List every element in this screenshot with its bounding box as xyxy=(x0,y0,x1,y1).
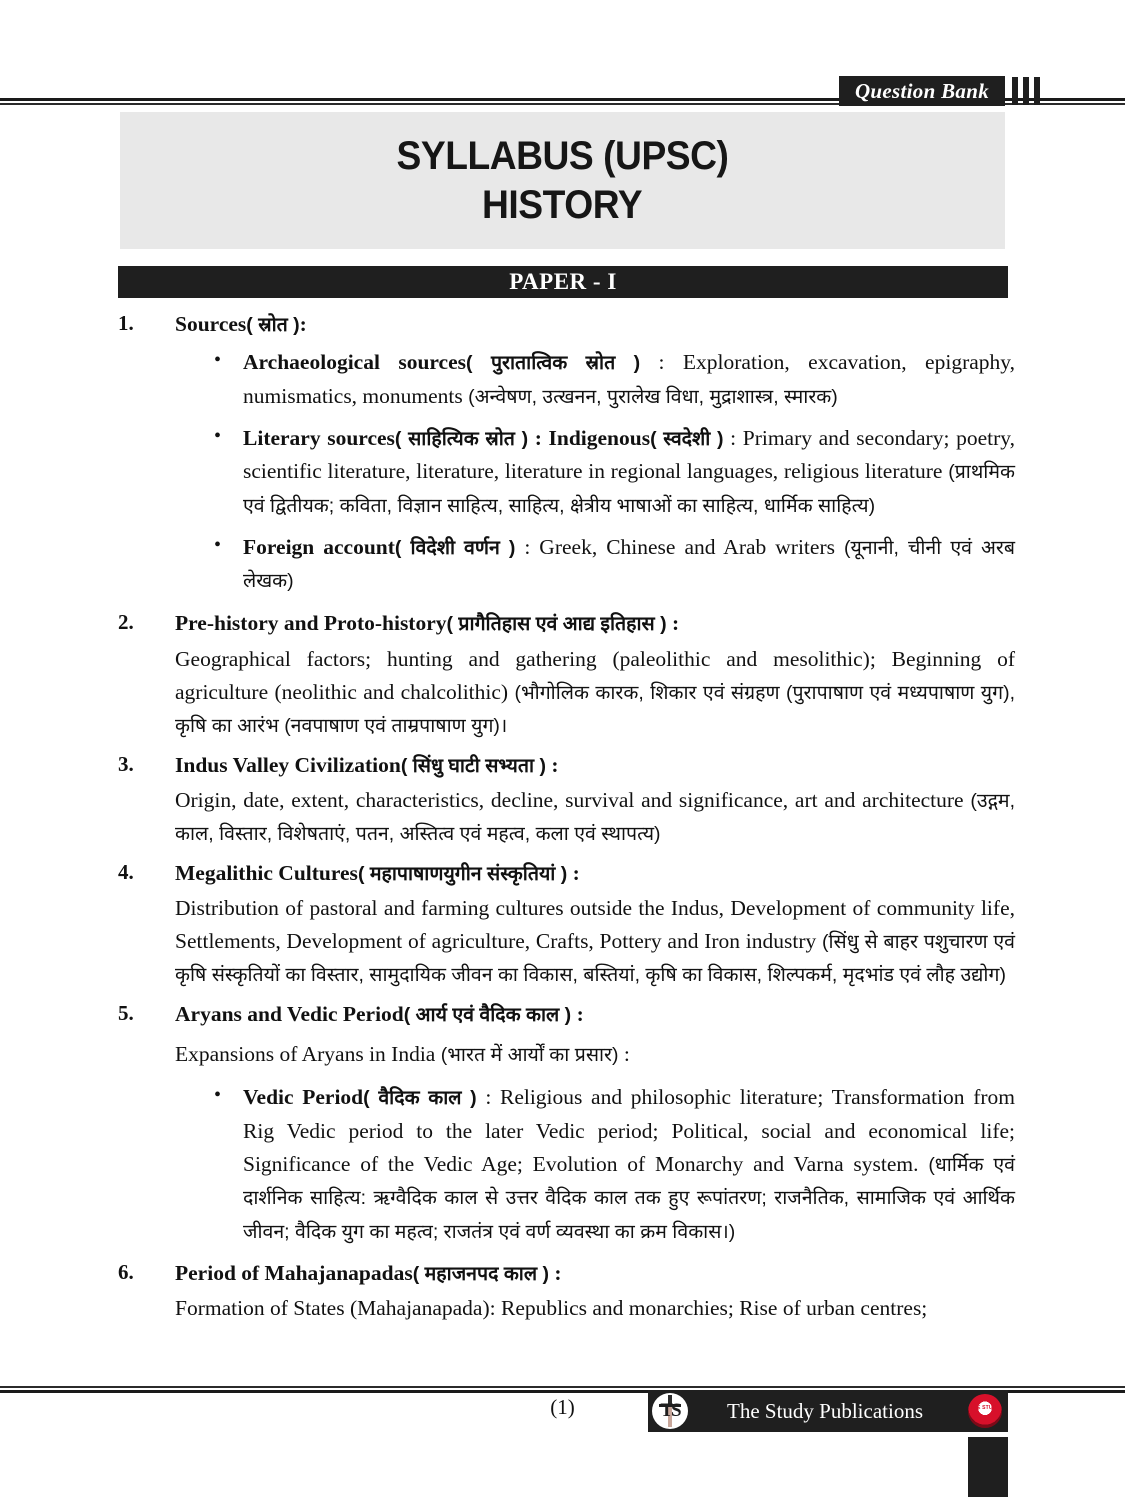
item-heading-en: Megalithic Cultures xyxy=(175,860,358,885)
bar-icon-3 xyxy=(1034,77,1040,105)
list-item xyxy=(210,422,1015,522)
item-heading xyxy=(175,1257,1015,1289)
running-head-bars-icon xyxy=(1012,76,1040,106)
syllabus-item-5 xyxy=(0,998,1125,1248)
item-paragraph-en: Formation of States (Mahajanapada): Republics and monarchies; Rise of urban centres; xyxy=(175,1296,928,1321)
item-heading-en: Aryans and Vedic Period xyxy=(175,1001,404,1026)
item-heading-suffix: : xyxy=(567,860,580,885)
syllabus-item-3 xyxy=(0,749,1125,851)
paper-section-bar: PAPER - I xyxy=(118,266,1008,298)
publisher-footer-bar xyxy=(648,1390,1008,1432)
item-heading-hi: ( आर्य एवं वैदिक काल ) xyxy=(403,1003,572,1026)
item-paragraph xyxy=(175,643,1015,743)
item-paragraph-hi: (भारत में आर्यों का प्रसार) xyxy=(440,1043,619,1066)
seal-label: THE STUDY xyxy=(969,1404,1001,1411)
item-paragraph-hi: (भौगोलिक कारक, शिकार एवं संग्रहण (पुरापाषाण एवं मध्यपाषाण युग), कृषि का आरंभ (नवपाषाण एवं ताम्रपाषाण युग)। xyxy=(175,682,1016,738)
running-head-label: Question Bank xyxy=(839,76,1005,106)
item-heading-en: Sources xyxy=(175,312,247,336)
item-heading-en: Pre-history and Proto-history xyxy=(175,611,447,636)
item-paragraph-suffix: : xyxy=(618,1041,630,1066)
item-heading-en: Period of Mahajanapadas xyxy=(175,1260,413,1285)
bar-icon-1 xyxy=(1012,77,1018,105)
bullet-bold-en: Archaeological sources xyxy=(243,350,467,375)
footer-black-tab xyxy=(968,1437,1008,1497)
item-number: 2. xyxy=(118,610,134,635)
bullet-body: : Exploration, excavation, epigraphy, numismatics, monuments xyxy=(243,350,1016,408)
bottom-rule-thin-line xyxy=(0,1386,1125,1388)
page-title-line-2: HISTORY xyxy=(482,182,643,227)
bullet-body: : Religious and philosophic literature; Transformation from Rig Vedic period to the later Vedic period; Political, social and economical life; Significance of the Vedic Age; Evolution of Monarchy and Varna system. xyxy=(243,1085,1015,1176)
item-paragraph-hi: (उद्गम, काल, विस्तार, विशेषताएं, पतन, अस्तित्व एवं महत्व, कला एवं स्थापत्य) xyxy=(175,789,1015,846)
item-heading-hi: ( महापाषाणयुगीन संस्कृतियां ) xyxy=(357,862,568,885)
syllabus-item-2 xyxy=(0,607,1125,742)
publisher-logo-icon xyxy=(652,1393,688,1429)
page-title-line-1: SYLLABUS (UPSC) xyxy=(396,133,729,178)
item-paragraph xyxy=(175,1292,1015,1325)
page-number: (1) xyxy=(550,1395,575,1419)
bullet-bold-hi: ( साहित्यिक स्रोत ) xyxy=(394,427,529,450)
bullet-body: : Primary and secondary; poetry, scientific literature, literature, literature in regional languages, religious literature xyxy=(243,425,1015,484)
item-heading-suffix: : xyxy=(545,752,559,777)
bullet-bold-mid-hi: ( स्वदेशी ) xyxy=(650,427,724,450)
item-number: 6. xyxy=(118,1259,134,1284)
bullet-bold-mid-en: : Indigenous xyxy=(528,425,651,450)
item-heading xyxy=(175,749,1015,781)
item-paragraph xyxy=(175,1038,1015,1071)
item-heading-hi: ( सिंधु घाटी सभ्यता ) xyxy=(400,754,546,777)
bullet-body-hi: (अन्वेषण, उत्खनन, पुरालेख विधा, मुद्राशास्त्र, स्मारक) xyxy=(468,385,838,408)
bullet-body: : Greek, Chinese and Arab writers xyxy=(515,534,844,559)
bullet-bold-hi: ( पुरातात्विक स्रोत ) xyxy=(466,352,641,375)
bullet-bold-hi: ( विदेशी वर्णन ) xyxy=(394,536,516,559)
item-heading xyxy=(175,607,1015,639)
publisher-name: The Study Publications xyxy=(727,1398,923,1423)
item-number: 1. xyxy=(118,311,134,335)
item-heading-hi: ( स्रोत ) xyxy=(246,314,300,336)
syllabus-item-1 xyxy=(0,308,1125,597)
syllabus-item-4 xyxy=(0,857,1125,992)
item-heading-hi: ( महाजनपद काल ) xyxy=(412,1262,549,1285)
item-heading xyxy=(175,998,1015,1030)
bullet-bold-en: Foreign account xyxy=(243,534,395,559)
bullet-bold-en: Literary sources xyxy=(243,425,395,450)
item-heading-suffix: : xyxy=(571,1001,584,1026)
item-paragraph-en: Expansions of Aryans in India xyxy=(175,1041,441,1066)
item-number: 4. xyxy=(118,859,134,884)
bullet-bold-en: Vedic Period xyxy=(243,1085,364,1110)
bullet-body-hi: (धार्मिक एवं दार्शनिक साहित्य: ऋग्वैदिक काल से उत्तर वैदिक काल तक हुए रूपांतरण; राजनैतिक, सामाजिक एवं आर्थिक जीवन; वैदिक युग का महत्व; राजतंत्र एवं वर्ण व्यवस्था का क्रम विकास।) xyxy=(243,1153,1015,1243)
syllabus-item-6 xyxy=(0,1257,1125,1326)
publisher-seal-icon xyxy=(968,1394,1002,1428)
item-heading-en: Indus Valley Civilization xyxy=(175,752,401,777)
item-paragraph-en: Distribution of pastoral and farming cultures outside the Indus, Development of community life, Settlements, Development of agriculture, Crafts, Pottery and Iron industry xyxy=(175,895,1015,954)
item-paragraph-en: Geographical factors; hunting and gathering (paleolithic and mesolithic); Beginning of agriculture (neolithic and chalcolithic) xyxy=(175,646,1015,704)
item-paragraph xyxy=(175,784,1015,851)
item-number: 5. xyxy=(118,1000,134,1025)
item-heading xyxy=(175,308,1015,340)
item-paragraph xyxy=(175,892,1015,992)
item-heading-suffix: : xyxy=(299,312,307,336)
running-head xyxy=(839,76,1040,106)
item-heading-suffix: : xyxy=(666,611,680,636)
bar-icon-2 xyxy=(1023,77,1029,105)
item-paragraph-en: Origin, date, extent, characteristics, decline, survival and significance, art and architecture xyxy=(175,787,971,812)
item-heading xyxy=(175,857,1015,889)
logo-monogram: TS xyxy=(660,1400,680,1421)
syllabus-content xyxy=(0,308,1125,1331)
item-bullet-list xyxy=(175,346,1015,597)
item-number: 3. xyxy=(118,751,134,776)
title-panel xyxy=(120,112,1005,249)
item-heading-suffix: : xyxy=(549,1260,562,1285)
list-item xyxy=(210,531,1015,598)
bullet-body-hi: (प्राथमिक एवं द्वितीयक; कविता, विज्ञान साहित्य, साहित्य, क्षेत्रीय भाषाओं का साहित्य, धार्मिक साहित्य) xyxy=(243,461,1015,517)
bullet-body-hi: (यूनानी, चीनी एवं अरब लेखक) xyxy=(243,536,1015,593)
list-item xyxy=(210,346,1015,413)
bullet-bold-hi: ( वैदिक काल ) xyxy=(363,1087,477,1110)
item-paragraph-hi: (सिंधु से बाहर पशुचारण एवं कृषि संस्कृतियों का विस्तार, सामुदायिक जीवन का विकास, बस्तियां, कृषि का विकास, शिल्पकर्म, मृदभांड एवं लौह उद्योग) xyxy=(175,931,1015,987)
item-bullet-list xyxy=(175,1081,1015,1248)
item-heading-hi: ( प्रागैतिहास एवं आद्य इतिहास ) xyxy=(446,613,667,636)
list-item xyxy=(210,1081,1015,1248)
